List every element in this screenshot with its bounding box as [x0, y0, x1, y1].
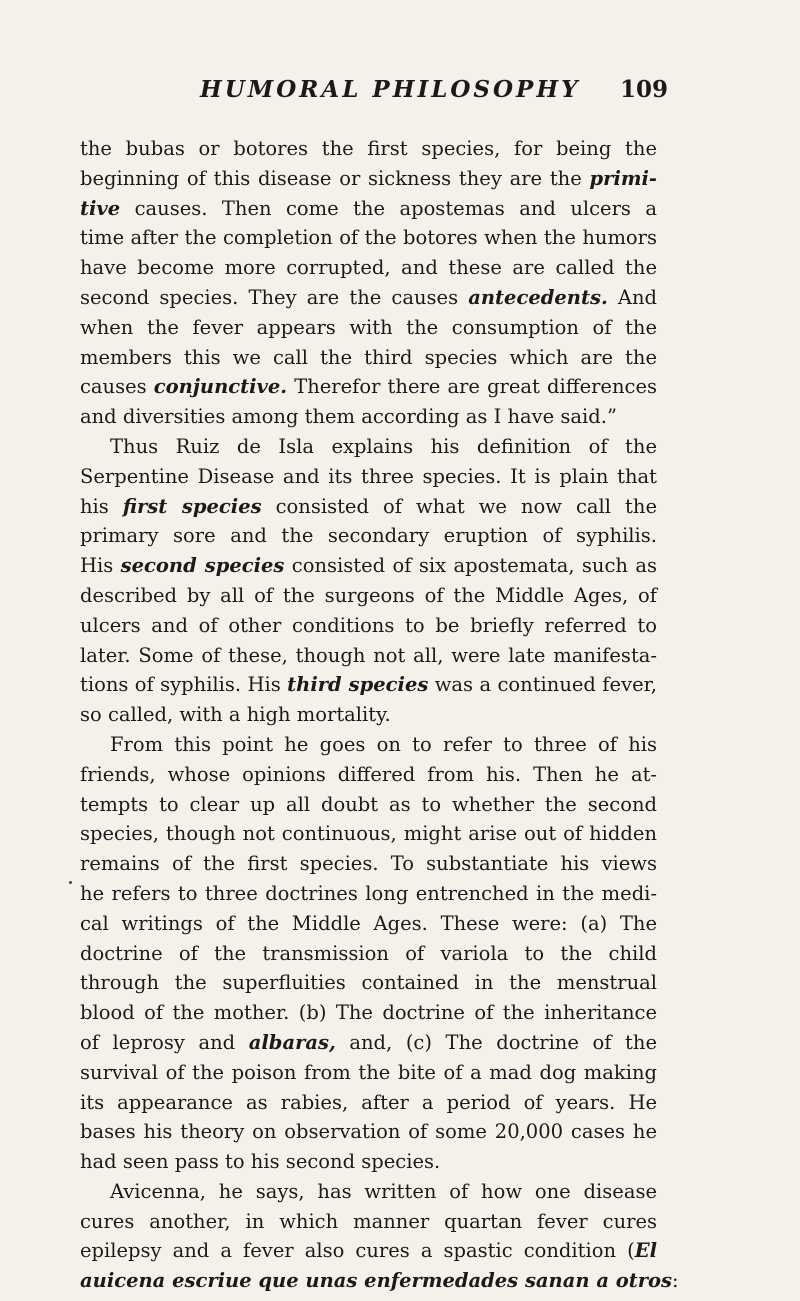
text-line: ulcers and of other conditions to be briefly referred to [80, 613, 657, 637]
text-line: tive causes. Then come the apostemas and ulcers a [80, 196, 657, 220]
text-line: his first species consisted of what we now call the [80, 494, 657, 518]
text-line: tions of syphilis. His third species was a continued fever, [80, 673, 658, 697]
text-line: bases his theory on observation of some 20,000 cases he [80, 1120, 657, 1144]
text-line: later. Some of these, though not all, were late manifesta- [80, 643, 657, 667]
text-line: second species. They are the causes antecedents. And [80, 285, 657, 309]
text-line: its appearance as rabies, after a period of years. He [80, 1090, 657, 1114]
text-line: cal writings of the Middle Ages. These were: (a) The [80, 911, 657, 935]
text-line: cures another, in which manner quartan fever cures [80, 1209, 657, 1233]
page-header [0, 76, 800, 116]
text-line: he refers to three doctrines long entrenched in the medi- [80, 881, 657, 905]
text-line: time after the completion of the botores when the humors [80, 226, 657, 250]
text-line: members this we call the third species which are the [80, 345, 657, 369]
text-line: Thus Ruiz de Isla explains his definition of the [110, 434, 657, 458]
page-number: 109 [619, 76, 668, 103]
text-line: primary sore and the secondary eruption of syphilis. [80, 524, 657, 548]
text-line: tempts to clear up all doubt as to whether the second [80, 792, 657, 816]
body-text [80, 134, 679, 1296]
text-line: friends, whose opinions differed from his. Then he at- [80, 762, 657, 786]
text-line: doctrine of the transmission of variola to the child [80, 941, 657, 965]
margin-mark [69, 881, 72, 884]
text-line: have become more corrupted, and these are called the [80, 256, 657, 280]
text-line: species, though not continuous, might arise out of hidden [80, 822, 657, 846]
text-line: Avicenna, he says, has written of how one disease [110, 1179, 657, 1203]
text-line: auicena escriue que unas enfermedades sanan a otros: [80, 1269, 679, 1293]
running-head: HUMORAL PHILOSOPHY [200, 76, 581, 103]
text-line: epilepsy and a fever also cures a spastic condition (El [80, 1239, 657, 1263]
text-line: of leprosy and albaras, and, (c) The doctrine of the [80, 1030, 657, 1054]
text-line: blood of the mother. (b) The doctrine of the inheritance [80, 1001, 657, 1025]
text-line: had seen pass to his second species. [80, 1150, 441, 1174]
text-line: survival of the poison from the bite of a mad dog making [80, 1060, 657, 1084]
text-line: His second species consisted of six apostemata, such as [80, 554, 657, 578]
text-line: through the superfluities contained in the menstrual [80, 971, 657, 995]
text-line: From this point he goes on to refer to three of his [110, 732, 657, 756]
text-line: and diversities among them according as I have said.” [80, 405, 617, 429]
text-line: described by all of the surgeons of the Middle Ages, of [80, 583, 657, 607]
text-line: Serpentine Disease and its three species. It is plain that [80, 464, 657, 488]
text-line: the bubas or botores the first species, for being the [80, 137, 657, 160]
text-line: beginning of this disease or sickness they are the primi- [80, 166, 657, 190]
text-line: remains of the first species. To substantiate his views [80, 852, 657, 876]
text-line: causes conjunctive. Therefor there are great differences [80, 375, 657, 399]
text-line: so called, with a high mortality. [80, 703, 391, 727]
text-line: when the fever appears with the consumption of the [80, 315, 657, 339]
